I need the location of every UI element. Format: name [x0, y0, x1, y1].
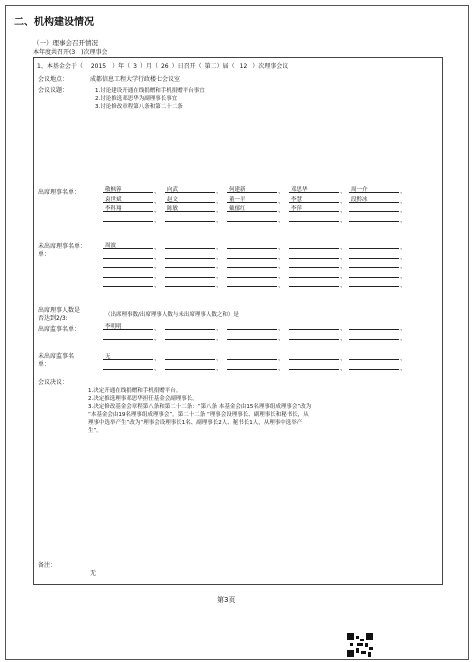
name-separator: 、 — [340, 272, 347, 280]
name-separator: 、 — [400, 334, 407, 342]
name-separator: 、 — [154, 334, 161, 342]
name-underline — [103, 258, 153, 259]
resolution-item: “本基金会由19名理事组成理事会”。第二十二条 “理事会设理事长、副理事长和秘书长，从 — [88, 412, 309, 418]
person-name: 敬枫蓉 — [105, 187, 122, 193]
resolution-item: 1.决定开通在线捐赠和手机捐赠平台。 — [88, 388, 182, 394]
name-underline — [227, 248, 277, 249]
name-underline — [289, 359, 339, 360]
name-underline — [165, 248, 215, 249]
name-underline — [349, 221, 399, 222]
name-separator: 、 — [278, 334, 285, 342]
person-name: 李明明 — [105, 324, 122, 330]
name-underline — [227, 329, 277, 330]
person-name: 周一介 — [351, 187, 368, 193]
name-separator: 、 — [216, 263, 223, 270]
name-underline — [349, 369, 399, 370]
section-title: 二、机构建设情况 — [14, 17, 94, 28]
remarks-value: 无 — [90, 570, 97, 577]
meeting-term: 12 — [239, 63, 248, 70]
resolution-item: 生”。 — [88, 428, 102, 434]
name-separator: 、 — [400, 197, 407, 205]
name-separator: 、 — [216, 197, 223, 205]
remarks-label: 备注： — [38, 562, 57, 569]
name-underline — [165, 277, 215, 278]
name-separator: 、 — [216, 325, 223, 332]
name-separator: 、 — [216, 272, 223, 280]
name-underline — [227, 369, 277, 370]
meeting-session: 第二 — [204, 63, 217, 70]
name-underline — [103, 369, 153, 370]
person-name: 邓思华 — [291, 187, 308, 193]
name-separator: 、 — [278, 263, 285, 270]
name-underline — [349, 267, 399, 268]
topics-label: 会议议题： — [38, 87, 69, 94]
name-separator: 、 — [340, 244, 347, 251]
meeting-month: 3 — [133, 63, 137, 70]
name-underline — [227, 339, 277, 340]
name-underline — [227, 267, 277, 268]
person-name: 何建新 — [229, 187, 246, 193]
resolution-item: 3.决定修改基金会章程第八条和第二十二条：“第八条 本基金会由15名理事组成理事会”改为 — [88, 404, 312, 410]
absent-label: 未出席理事名单： — [38, 243, 87, 250]
name-separator: 、 — [278, 355, 285, 362]
ratio-value: （出席理事数/出席理事人数与未出席理事人数之和）是 — [105, 312, 239, 318]
name-separator: 、 — [400, 216, 407, 224]
name-separator: 、 — [278, 364, 285, 372]
name-underline — [349, 359, 399, 360]
name-separator: 、 — [400, 355, 407, 362]
name-separator: 、 — [216, 355, 223, 362]
ratio-label: 出席理事人数是 — [38, 307, 81, 314]
name-underline — [103, 221, 153, 222]
name-underline — [227, 359, 277, 360]
name-separator: 、 — [340, 263, 347, 270]
name-underline — [289, 267, 339, 268]
name-underline — [349, 339, 399, 340]
absent-supervisors-label-cont: 单： — [38, 361, 51, 368]
name-separator: 、 — [154, 282, 161, 289]
resolution-item: 理事中选举产生”改为“理事会设理事长1名、副理事长2人、秘书长1人，从理事中选举产 — [88, 420, 303, 426]
name-separator: 、 — [216, 188, 223, 195]
location-label: 会议地点： — [38, 76, 69, 83]
name-separator: 、 — [400, 325, 407, 332]
name-separator: 、 — [216, 282, 223, 289]
name-separator: 、 — [400, 263, 407, 270]
name-separator: 、 — [278, 207, 285, 214]
topic-item: 1.讨论建设开通在线捐赠和手机捐赠平台事宜 — [95, 88, 205, 94]
name-separator: 、 — [216, 253, 223, 261]
person-name: 李慧 — [291, 196, 303, 203]
name-separator: 、 — [154, 216, 161, 224]
name-underline — [227, 221, 277, 222]
name-underline — [165, 286, 215, 287]
name-separator: 、 — [154, 364, 161, 372]
name-separator: 、 — [340, 253, 347, 261]
person-name: 周波 — [105, 243, 117, 249]
name-separator: 、 — [154, 355, 161, 362]
attendees-label: 出席理事名单： — [38, 189, 81, 196]
name-underline — [289, 277, 339, 278]
name-separator: 、 — [216, 334, 223, 342]
name-underline — [227, 277, 277, 278]
name-underline — [103, 277, 153, 278]
resolutions-label: 会议决议： — [38, 379, 69, 386]
name-separator: 、 — [400, 364, 407, 372]
name-underline — [165, 258, 215, 259]
person-name: 陈敏 — [167, 206, 179, 212]
name-separator: 、 — [400, 253, 407, 261]
name-underline — [289, 369, 339, 370]
name-underline — [349, 277, 399, 278]
meeting-form — [33, 57, 443, 585]
name-separator: 、 — [154, 272, 161, 280]
name-underline — [289, 329, 339, 330]
name-separator: 、 — [154, 253, 161, 261]
person-name: 袁世斌 — [105, 196, 122, 203]
person-name: 李科翔 — [105, 206, 122, 212]
person-name: 无 — [105, 354, 111, 360]
name-underline — [349, 286, 399, 287]
name-underline — [165, 369, 215, 370]
meeting-day: 26 — [160, 63, 169, 70]
name-underline — [349, 248, 399, 249]
name-underline — [165, 329, 215, 330]
location-value: 成都信息工程大学行政楼七会议室 — [90, 76, 181, 83]
name-underline — [349, 211, 399, 212]
person-name: 段黔冰 — [351, 196, 368, 203]
name-underline — [103, 286, 153, 287]
subsection-title: （一）理事会召开情况 — [33, 39, 98, 47]
name-underline — [165, 339, 215, 340]
meeting-count-line: 本年度共召开(3 )次理事会 — [33, 49, 108, 56]
name-separator: 、 — [154, 263, 161, 270]
name-separator: 、 — [340, 334, 347, 342]
name-separator: 、 — [278, 282, 285, 289]
name-separator: 、 — [340, 364, 347, 372]
name-separator: 、 — [340, 216, 347, 224]
name-separator: 、 — [340, 282, 347, 289]
name-separator: 、 — [400, 282, 407, 289]
name-underline — [289, 339, 339, 340]
topic-item: 2.讨论推选邓思华为副理事长事宜 — [95, 96, 178, 102]
name-separator: 、 — [340, 325, 347, 332]
name-separator: 、 — [278, 272, 285, 280]
meeting-year: 2015 — [90, 63, 107, 70]
name-underline — [289, 258, 339, 259]
topic-item: 3.讨论修改章程第八条和第二十二条 — [95, 104, 183, 110]
name-underline — [289, 248, 339, 249]
name-separator: 、 — [154, 325, 161, 332]
meeting-date-line: 1、本基金会于（ 2015 ）年（ 3 ）月（ 26 ）日召开（ 第二）届（ 12 ）次理事会议 — [37, 63, 289, 70]
name-separator: 、 — [154, 197, 161, 205]
name-separator: 、 — [216, 207, 223, 214]
name-underline — [165, 221, 215, 222]
name-underline — [289, 221, 339, 222]
name-separator: 、 — [278, 244, 285, 251]
name-separator: 、 — [216, 216, 223, 224]
ratio-label-2: 否达到2/3: — [38, 315, 68, 322]
person-name: 赵文 — [167, 196, 179, 203]
absent-label-cont: 单： — [38, 251, 51, 258]
supervisors-label: 出席监事名单： — [38, 326, 81, 333]
name-underline — [227, 258, 277, 259]
name-separator: 、 — [278, 253, 285, 261]
name-separator: 、 — [400, 272, 407, 280]
name-underline — [227, 286, 277, 287]
name-separator: 、 — [216, 364, 223, 372]
name-separator: 、 — [400, 244, 407, 251]
qr-code-icon — [347, 633, 373, 657]
page-number: 第3页 — [217, 596, 236, 604]
name-separator: 、 — [216, 244, 223, 251]
name-separator: 、 — [340, 188, 347, 195]
name-underline — [165, 359, 215, 360]
name-separator: 、 — [154, 244, 161, 251]
name-underline — [103, 267, 153, 268]
name-underline — [103, 339, 153, 340]
name-separator: 、 — [278, 325, 285, 332]
name-separator: 、 — [340, 197, 347, 205]
name-separator: 、 — [154, 207, 161, 214]
name-separator: 、 — [278, 197, 285, 205]
name-separator: 、 — [154, 188, 161, 195]
name-underline — [289, 286, 339, 287]
name-underline — [349, 258, 399, 259]
person-name: 向武 — [167, 187, 179, 193]
person-name: 董一平 — [229, 196, 246, 203]
name-separator: 、 — [340, 355, 347, 362]
absent-supervisors-label: 未出席监事名 — [38, 353, 75, 360]
name-separator: 、 — [400, 188, 407, 195]
resolution-item: 2.决定推选理事邓思华担任基金会副理事长。 — [88, 396, 198, 402]
person-name: 戴郁红 — [229, 206, 246, 212]
name-separator: 、 — [278, 188, 285, 195]
name-underline — [165, 267, 215, 268]
name-separator: 、 — [340, 207, 347, 214]
name-separator: 、 — [400, 207, 407, 214]
name-underline — [349, 329, 399, 330]
name-separator: 、 — [278, 216, 285, 224]
person-name: 李萍 — [291, 206, 303, 212]
